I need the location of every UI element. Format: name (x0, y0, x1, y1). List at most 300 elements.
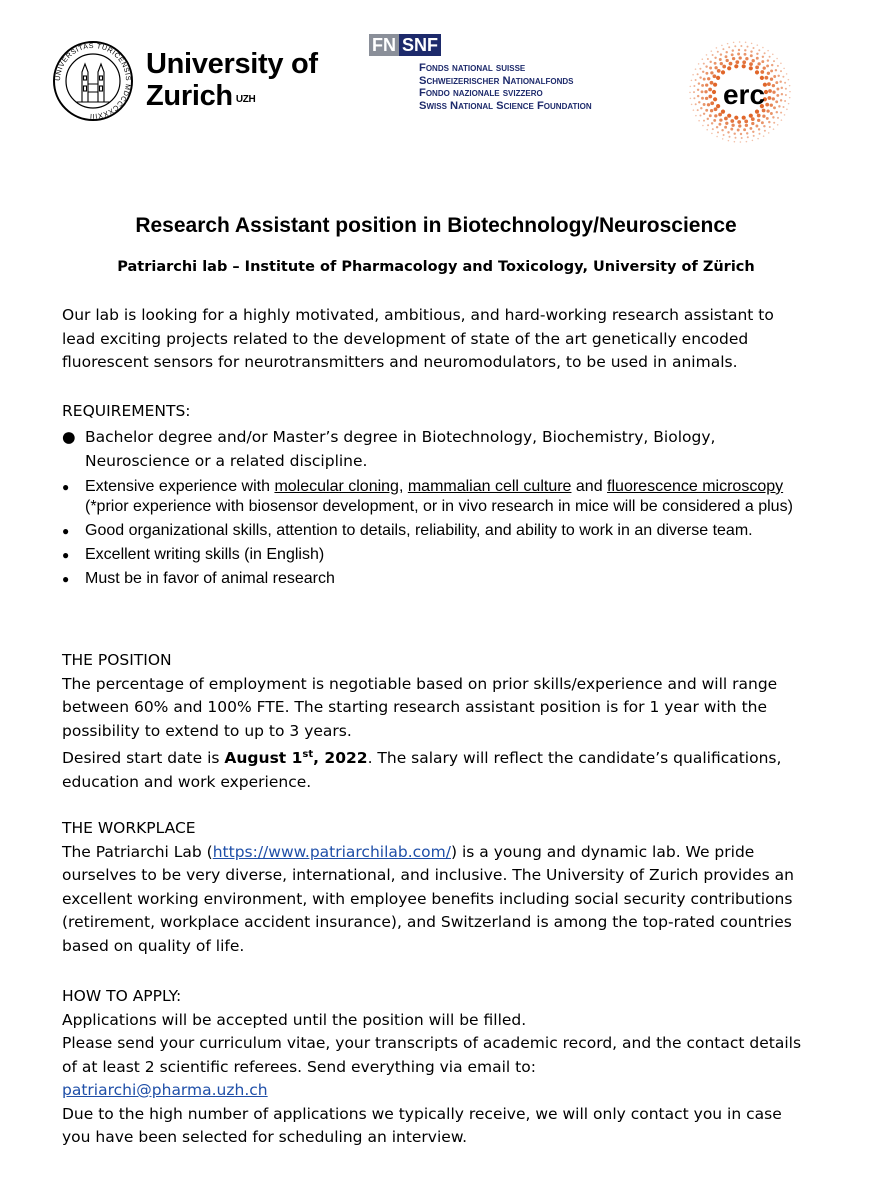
erc-dot (714, 107, 718, 111)
erc-dot (711, 133, 713, 135)
requirement-text: (*prior experience with biosensor development, or in vivo research in mice will be considered a plus) (85, 498, 793, 515)
erc-dot (703, 63, 705, 65)
erc-dot (773, 122, 775, 124)
erc-dot (695, 103, 697, 105)
erc-dot (753, 135, 755, 137)
erc-dot (752, 59, 755, 62)
erc-dot (773, 106, 776, 109)
requirement-text: Must be in favor of animal research (85, 570, 335, 587)
snf-badge-snf: SNF (399, 34, 441, 56)
erc-dot (749, 62, 753, 66)
erc-dot (710, 81, 714, 85)
erc-dot (714, 66, 717, 69)
erc-dot (713, 119, 716, 122)
erc-dot (704, 90, 707, 93)
erc-dot (768, 89, 772, 93)
snf-badge (369, 34, 629, 56)
erc-dot (788, 103, 790, 105)
erc-dot (690, 86, 692, 88)
erc-dot (764, 52, 766, 54)
erc-dot (702, 71, 704, 73)
intro-paragraph: Our lab is looking for a highly motivated, ambitious, and hard-working research assistant to lead exciting projects related to the development of state of the art genetically encoded fluorescent sensors for neurotransmitters and neuromodulators, to be used in animals. (62, 306, 774, 371)
erc-dot (771, 64, 773, 66)
erc-dot (691, 104, 693, 106)
erc-dot (713, 97, 717, 101)
erc-dot (710, 101, 714, 105)
erc-dot (729, 62, 733, 66)
erc-dot (780, 70, 782, 72)
erc-dot (762, 115, 765, 118)
erc-dot (716, 136, 718, 138)
erc-dot (695, 79, 697, 81)
erc-dot (751, 43, 753, 45)
erc-dot (749, 114, 753, 118)
erc-dot (745, 57, 748, 60)
requirement-text: Bachelor degree and/or Master’s degree in Biotechnology, Biochemistry, Biology, Neuroscience or a related discipline. (85, 428, 716, 470)
erc-dot (773, 128, 775, 130)
apply-heading: HOW TO APPLY: (62, 987, 182, 1005)
erc-dot (751, 122, 754, 125)
erc-dot (737, 120, 741, 124)
erc-dot (731, 124, 734, 127)
erc-dot (705, 65, 707, 67)
erc-dot (740, 45, 742, 47)
erc-dot (755, 110, 759, 114)
erc-dot (757, 138, 759, 140)
requirements-heading: REQUIREMENTS: (62, 402, 191, 420)
erc-dot (710, 109, 713, 112)
list-item (62, 545, 802, 565)
erc-dot (742, 60, 746, 64)
erc-dot (705, 109, 708, 112)
erc-dot (692, 74, 694, 76)
erc-dot (728, 140, 730, 142)
bullet-icon: ● (62, 524, 70, 538)
erc-dot (725, 55, 728, 58)
erc-dot (768, 121, 770, 123)
erc-dot (706, 54, 708, 56)
erc-dot (765, 76, 769, 80)
erc-dot (755, 125, 758, 128)
erc-dot (773, 60, 775, 62)
erc-dot (765, 103, 769, 107)
erc-dot (777, 65, 779, 67)
start-date-text: . The salary will reflect the candidate’s qualifications, education and work experience. (62, 749, 782, 791)
erc-dot (699, 76, 701, 78)
erc-dot (737, 129, 740, 132)
erc-dot (714, 57, 716, 59)
erc-dot (777, 75, 779, 77)
erc-dot (763, 125, 765, 127)
erc-dot (750, 54, 753, 57)
erc-dot (714, 114, 717, 117)
erc-dot (698, 120, 700, 122)
erc-dot (711, 50, 713, 52)
erc-dot (735, 60, 739, 64)
erc-dot (701, 90, 704, 93)
erc-dot (705, 72, 708, 75)
erc-dot (763, 135, 765, 137)
erc-dot (708, 88, 712, 92)
erc-dot (727, 131, 729, 133)
erc-dot (719, 58, 722, 61)
erc-dot (772, 84, 775, 87)
erc-dot (722, 48, 724, 50)
erc-dot (707, 77, 710, 80)
erc-dot (699, 68, 701, 70)
erc-dot (716, 126, 718, 128)
erc-dot (756, 57, 759, 60)
erc-dot (776, 111, 778, 113)
erc-dot (789, 97, 791, 99)
erc-dot (747, 46, 749, 48)
erc-dot (789, 91, 791, 93)
erc-dot (772, 54, 774, 56)
erc-dot (719, 118, 722, 121)
requirement-text: Excellent writing skills (in English) (85, 546, 325, 563)
position-heading: THE POSITION (62, 651, 172, 669)
skill-molecular-cloning: molecular cloning (274, 478, 399, 495)
snf-badge-fn: FN (369, 34, 399, 56)
erc-dot (770, 78, 773, 81)
erc-dot (702, 125, 704, 127)
erc-dot (713, 74, 717, 78)
erc-dot (775, 81, 778, 84)
erc-dot (780, 112, 782, 114)
erc-dot (698, 82, 700, 84)
erc-dot (721, 110, 725, 114)
erc-dot (724, 117, 728, 121)
erc-dot (744, 49, 746, 51)
erc-dot (752, 131, 754, 133)
erc-dot (703, 120, 705, 122)
erc-dot (767, 82, 771, 86)
requirement-text: Extensive experience with (85, 478, 275, 495)
erc-dot (744, 53, 747, 56)
erc-dot (767, 59, 769, 61)
bullet-icon: ● (62, 428, 76, 446)
erc-dot (706, 129, 708, 131)
erc-dot (781, 119, 783, 121)
erc-dot (769, 126, 771, 128)
erc-dot (779, 80, 781, 82)
erc-dot (788, 79, 790, 81)
list-item (62, 477, 802, 517)
erc-dot (726, 59, 729, 62)
erc-text: erc (722, 79, 766, 110)
erc-dot (738, 124, 741, 127)
erc-dot (770, 69, 773, 72)
erc-dot (761, 60, 764, 63)
skill-cell-culture: mammalian cell culture (407, 478, 572, 495)
erc-dot (693, 91, 695, 93)
erc-dot (689, 92, 691, 94)
erc-dot (707, 103, 710, 106)
erc-dot (714, 62, 717, 65)
erc-dot (740, 141, 742, 143)
erc-dot (730, 119, 734, 123)
erc-dot (732, 57, 735, 60)
erc-dot (742, 64, 746, 68)
erc-dot (720, 53, 722, 55)
erc-dot (713, 83, 717, 87)
erc-dot (789, 85, 791, 87)
workplace-section (62, 817, 802, 958)
erc-dot (777, 124, 779, 126)
erc-dot (709, 61, 711, 63)
bullet-icon: ● (62, 480, 70, 494)
snf-line: Swiss National Science Foundation (419, 99, 592, 112)
erc-dot (757, 62, 760, 65)
erc-dot (734, 141, 736, 143)
erc-logo (688, 40, 792, 144)
erc-dot (716, 47, 718, 49)
requirement-text: , (398, 478, 408, 495)
list-item (62, 521, 802, 541)
erc-dot (709, 67, 712, 70)
erc-dot (781, 93, 783, 95)
erc-dot (766, 117, 769, 120)
erc-dot (729, 136, 731, 138)
erc-dot (697, 109, 699, 111)
erc-dot (698, 63, 700, 65)
erc-dot (741, 137, 743, 139)
erc-dot (717, 69, 721, 73)
uzh-sup: UZH (235, 94, 256, 105)
erc-dot (766, 64, 769, 67)
erc-dot (712, 128, 714, 130)
erc-dot (760, 70, 764, 74)
erc-dot (757, 119, 760, 122)
erc-dot (770, 112, 773, 115)
start-date-year: , 2022 (313, 749, 368, 768)
erc-dot (740, 133, 742, 135)
erc-dot (723, 134, 725, 136)
erc-dot (769, 56, 771, 58)
erc-dot (690, 98, 692, 100)
bullet-icon: ● (62, 572, 70, 586)
erc-dot (727, 66, 731, 70)
erc-dot (734, 45, 736, 47)
snf-logo (369, 34, 629, 112)
erc-dot (732, 49, 734, 51)
erc-dot (773, 75, 776, 78)
erc-dot (758, 49, 760, 51)
erc-dot (735, 137, 737, 139)
erc-dot (710, 71, 713, 74)
erc-dot (718, 123, 721, 126)
erc-dot (746, 141, 748, 143)
erc-dot (693, 97, 695, 99)
page-subtitle: Patriarchi lab – Institute of Pharmacology and Toxicology, University of Zürich (117, 259, 755, 275)
erc-dot (775, 69, 777, 71)
erc-dot (712, 90, 716, 94)
erc-dot (725, 122, 728, 125)
snf-line: Fondo nazionale svizzero (419, 87, 543, 99)
list-item (62, 569, 802, 589)
erc-dot (753, 47, 755, 49)
erc-dot (744, 120, 748, 124)
erc-dot (772, 97, 775, 100)
erc-dot (724, 126, 727, 129)
erc-dot (707, 118, 709, 120)
erc-dot (718, 113, 722, 117)
erc-dot (739, 56, 742, 59)
workplace-text: The Patriarchi Lab ( (62, 842, 213, 861)
page-title: Research Assistant position in Biotechnology/Neuroscience (135, 214, 737, 237)
erc-dot (784, 100, 786, 102)
erc-dot (776, 88, 779, 91)
erc-dot (766, 109, 769, 112)
erc-dot (756, 53, 758, 55)
bullet-icon: ● (62, 548, 70, 562)
erc-dot (749, 66, 753, 70)
erc-dot (695, 115, 697, 117)
erc-dot (721, 45, 723, 47)
erc-dot (743, 128, 746, 131)
requirement-text: and (571, 478, 608, 495)
erc-dot (708, 95, 712, 99)
erc-dot (701, 84, 704, 87)
erc-dot (697, 89, 699, 91)
uzh-seal-logo (52, 40, 134, 122)
erc-dot (772, 91, 775, 94)
erc-dot (786, 73, 788, 75)
uzh-name-line2 (146, 80, 318, 112)
position-paragraph: The percentage of employment is negotiable based on prior skills/experience and will range between 60% and 100% FTE. The starting research assistant position is for 1 year with the possibility to extend to up to 3 years. (62, 674, 778, 740)
apply-line3: Due to the high number of applications we typically receive, we will only contact you in case you have been selected for scheduling an interview. (62, 1104, 782, 1146)
erc-dot (750, 50, 752, 52)
erc-dot (762, 47, 764, 49)
erc-dot (772, 116, 774, 118)
erc-dot (768, 132, 770, 134)
erc-dot (720, 62, 723, 65)
erc-dot (700, 107, 702, 109)
start-date-paragraph (62, 743, 802, 794)
position-section (62, 649, 802, 794)
uzh-name-zurich: Zurich (146, 80, 233, 112)
erc-dot (761, 121, 764, 124)
erc-dot (742, 116, 746, 120)
erc-dot (691, 80, 693, 82)
erc-dot (759, 133, 761, 135)
apply-line2: Please send your curriculum vitae, your transcripts of academic record, and the contact details of at least 2 scientific referees. Send everything via email to: (62, 1034, 802, 1076)
erc-dot (707, 124, 709, 126)
erc-dot (782, 76, 784, 78)
start-date-sup: st (302, 749, 314, 760)
erc-dot (707, 58, 709, 60)
erc-dot (755, 70, 759, 74)
erc-dot (711, 122, 713, 124)
erc-dot (786, 109, 788, 111)
requirements-list (62, 426, 802, 593)
erc-dot (716, 104, 720, 108)
erc-dot (783, 106, 785, 108)
erc-dot (777, 117, 779, 119)
erc-dot (727, 43, 729, 45)
erc-dot (697, 95, 699, 97)
erc-dot (700, 115, 702, 117)
erc-dot (758, 128, 760, 130)
erc-dot (764, 130, 766, 132)
erc-dot (716, 76, 720, 80)
erc-dot (767, 50, 769, 52)
workplace-paragraph (62, 841, 802, 959)
erc-dot (770, 104, 773, 107)
erc-dot (717, 131, 719, 133)
erc-dot (705, 97, 708, 100)
erc-dot (712, 54, 714, 56)
erc-dot (745, 42, 747, 44)
erc-dot (693, 85, 695, 87)
erc-dot (721, 70, 725, 74)
erc-dot (695, 68, 697, 70)
erc-dot (778, 105, 780, 107)
uzh-wordmark (146, 48, 318, 112)
erc-dot (784, 82, 786, 84)
erc-dot (752, 140, 754, 142)
erc-dot (703, 103, 706, 106)
erc-dot (733, 42, 735, 44)
erc-dot (725, 51, 727, 53)
erc-dot (762, 56, 764, 58)
erc-dot (730, 128, 733, 131)
erc-dot (734, 116, 738, 120)
snf-names (419, 62, 629, 112)
erc-dot (702, 58, 704, 60)
erc-dot (775, 100, 778, 103)
erc-dot (734, 64, 738, 68)
erc-dot (767, 72, 770, 75)
erc-dot (746, 132, 748, 134)
erc-dot (757, 114, 761, 118)
erc-dot (693, 109, 695, 111)
erc-dot (703, 78, 706, 81)
snf-line: Fonds national suisse (419, 62, 526, 74)
erc-dot (731, 53, 734, 56)
apply-line1: Applications will be accepted until the position will be filled. (62, 1010, 527, 1029)
erc-dot (749, 127, 752, 130)
erc-dot (698, 101, 700, 103)
skill-fluorescence-microscopy: fluorescence microscopy (607, 478, 784, 495)
list-item (62, 426, 802, 473)
erc-dot (780, 63, 782, 65)
erc-dot (733, 132, 735, 134)
erc-dot (785, 88, 787, 90)
svg-text:UNIVERSITAS TURICENSIS MDCCCXX: UNIVERSITAS TURICENSIS MDCCCXXXIII (54, 42, 132, 120)
requirement-text: Good organizational skills, attention to details, reliability, and ability to work in an diverse team. (85, 522, 753, 539)
erc-dot (747, 136, 749, 138)
uzh-name-line1: University of (146, 48, 318, 80)
erc-dot (701, 97, 704, 100)
erc-dot (739, 41, 741, 43)
erc-dot (697, 73, 699, 75)
erc-dot (755, 66, 759, 70)
erc-dot (709, 114, 712, 117)
erc-dot (780, 99, 782, 101)
erc-dot (721, 129, 723, 131)
erc-dot (784, 114, 786, 116)
erc-dot (763, 66, 766, 69)
email-link[interactable]: patriarchi@pharma.uzh.ch (62, 1081, 268, 1099)
erc-dot (745, 124, 748, 127)
start-date: August 1 (224, 749, 303, 768)
erc-dot (768, 96, 772, 100)
start-date-text: Desired start date is (62, 749, 225, 768)
erc-dot (738, 49, 740, 51)
lab-website-link[interactable]: https://www.patriarchilab.com/ (212, 842, 451, 861)
erc-dot (751, 117, 755, 121)
